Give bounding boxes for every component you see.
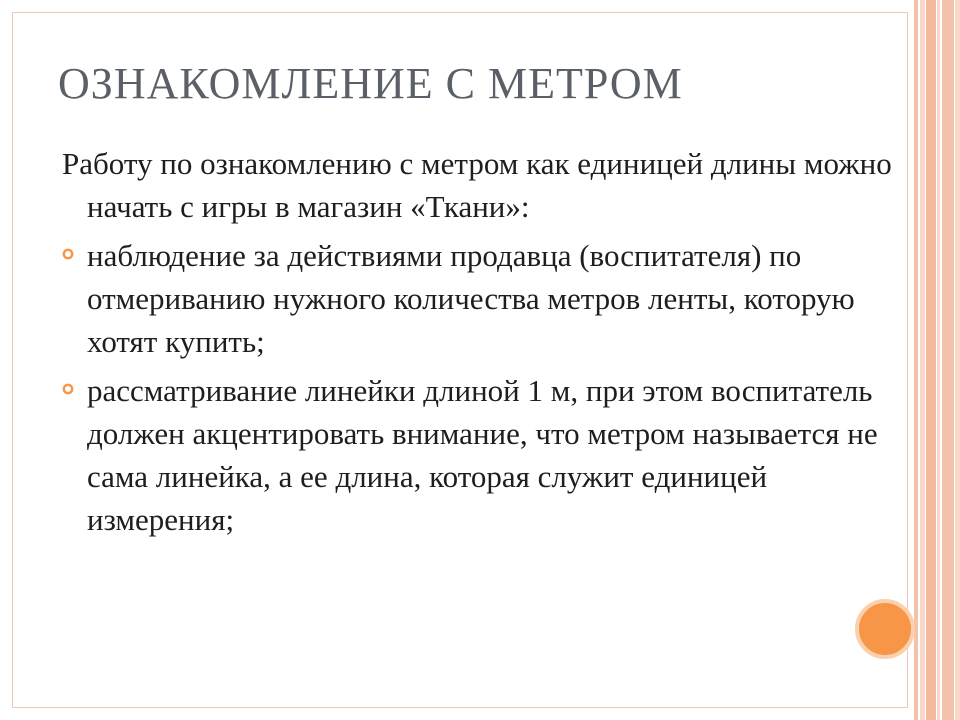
stripe <box>920 0 925 720</box>
circle-button[interactable] <box>855 599 915 659</box>
stripe <box>926 0 936 720</box>
bullet-text: наблюдение за действиями продавца (воспитателя) по отмериванию нужного количества метров ленты, которую хотят купить; <box>87 238 855 359</box>
slide-title: ОЗНАКОМЛЕНИЕ С МЕТРОМ <box>58 59 683 108</box>
bullet-item <box>62 234 892 363</box>
decorative-stripes <box>914 0 960 720</box>
stripe <box>955 0 960 720</box>
ring-bullet-icon <box>62 248 74 260</box>
stripe <box>914 0 918 720</box>
ring-bullet-icon <box>62 383 74 395</box>
bullet-text: рассматривание линейки длиной 1 м, при этом воспитатель должен акцентировать внимание, что метром называется не сама линейка, а ее длина, которая служит единицей измерения; <box>87 373 878 537</box>
bullet-item <box>62 369 892 541</box>
slide-body <box>62 142 892 547</box>
intro-paragraph: Работу по ознакомлению с метром как единицей длины можно начать с игры в магазин «Ткани»: <box>62 146 892 224</box>
stripe <box>942 0 954 720</box>
stripe <box>937 0 940 720</box>
